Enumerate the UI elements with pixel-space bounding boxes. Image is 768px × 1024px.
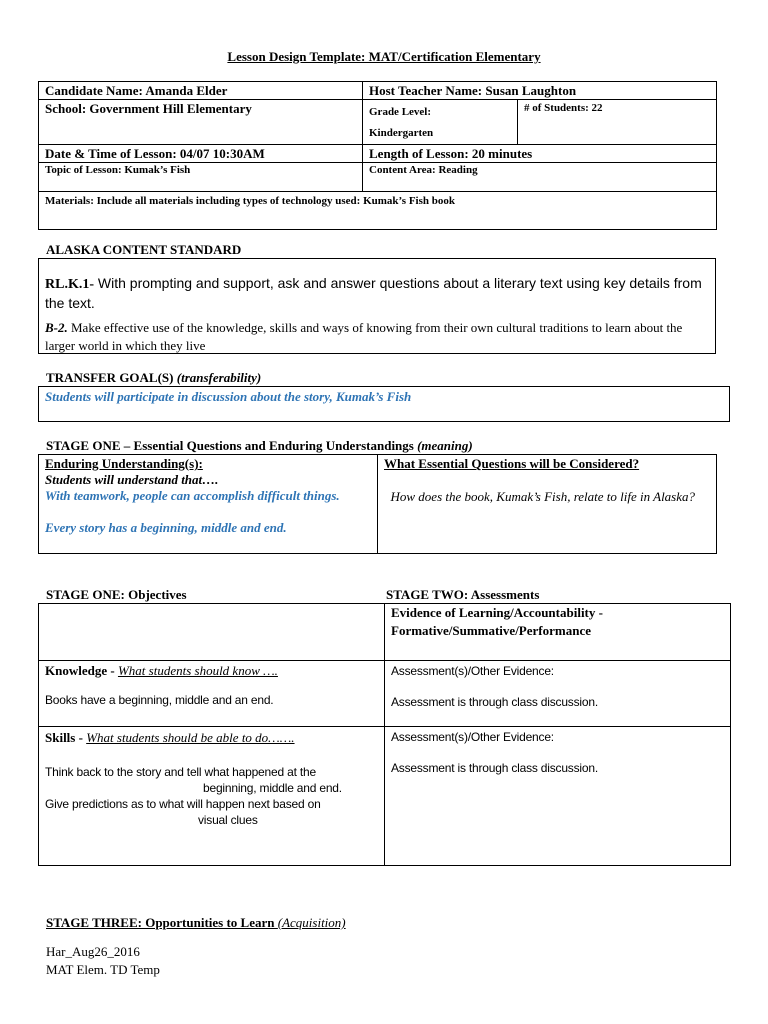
objectives-heading: STAGE ONE: Objectives bbox=[46, 587, 187, 602]
lesson-length: Length of Lesson: 20 minutes bbox=[363, 145, 717, 163]
lesson-date-time: Date & Time of Lesson: 04/07 10:30AM bbox=[39, 145, 363, 163]
candidate-name: Candidate Name: Amanda Elder bbox=[39, 82, 363, 100]
eq-heading: What Essential Questions will be Considered? bbox=[384, 456, 640, 471]
eu-intro: Students will understand that…. bbox=[45, 472, 219, 487]
eu-item: With teamwork, people can accomplish difficult things. bbox=[45, 488, 340, 503]
eu-heading: Enduring Understanding(s): bbox=[45, 456, 203, 471]
evidence-heading: Evidence of Learning/Accountability - Formative/Summative/Performance bbox=[385, 604, 731, 661]
student-count: # of Students: 22 bbox=[518, 100, 717, 145]
stage-one-eq-heading-text: STAGE ONE – Essential Questions and Enduring Understandings bbox=[46, 438, 418, 453]
rl-text: With prompting and support, ask and answer questions about a literary text using key details from the text. bbox=[45, 275, 702, 311]
knowledge-cell bbox=[39, 661, 385, 727]
skills-line: visual clues bbox=[198, 813, 258, 827]
knowledge-assessment-cell bbox=[385, 661, 731, 727]
skills-assessment-cell bbox=[385, 727, 731, 866]
skills-line: beginning, middle and end. bbox=[203, 781, 342, 795]
transfer-goal: Students will participate in discussion about the story, Kumak’s Fish bbox=[45, 389, 412, 404]
grade-level-label: Grade Level: bbox=[369, 106, 432, 118]
skills-assessment-text: Assessment is through class discussion. bbox=[391, 761, 598, 775]
skills-text bbox=[45, 764, 378, 828]
standard-box bbox=[38, 258, 716, 354]
knowledge-assessment-text: Assessment is through class discussion. bbox=[391, 695, 598, 709]
essential-questions-cell bbox=[378, 455, 717, 554]
knowledge-assessment-label: Assessment(s)/Other Evidence: bbox=[391, 664, 554, 678]
knowledge-prompt: What students should know …. bbox=[117, 663, 278, 678]
eu-eq-table bbox=[38, 454, 717, 554]
eq-text: How does the book, Kumak’s Fish, relate to life in Alaska? bbox=[384, 489, 696, 504]
b2-code: B-2. bbox=[45, 320, 68, 335]
footer-line: Har_Aug26_2016 bbox=[46, 944, 140, 959]
transfer-box bbox=[38, 386, 730, 422]
skills-assessment-label: Assessment(s)/Other Evidence: bbox=[391, 730, 554, 744]
knowledge-text: Books have a beginning, middle and an end. bbox=[45, 693, 274, 707]
standard-rl bbox=[45, 274, 705, 313]
assessments-heading: STAGE TWO: Assessments bbox=[386, 587, 540, 602]
document-title: Lesson Design Template: MAT/Certification Elementary bbox=[227, 49, 541, 64]
eu-item: Every story has a beginning, middle and end. bbox=[45, 520, 287, 535]
skills-prompt: What students should be able to do……. bbox=[86, 730, 295, 745]
transfer-heading-text: TRANSFER GOAL(S) bbox=[46, 370, 177, 385]
footer-line: MAT Elem. TD Temp bbox=[46, 962, 160, 977]
knowledge-label: Knowledge - bbox=[45, 663, 118, 678]
standard-b2 bbox=[45, 319, 705, 355]
objectives-blank-cell bbox=[39, 604, 385, 661]
stage-one-eq-heading-italic: (meaning) bbox=[417, 438, 473, 453]
school-name: School: Government Hill Elementary bbox=[39, 100, 363, 145]
lesson-info-table bbox=[38, 81, 717, 230]
transfer-heading bbox=[46, 370, 261, 386]
host-teacher-name: Host Teacher Name: Susan Laughton bbox=[363, 82, 717, 100]
skills-cell bbox=[39, 727, 385, 866]
skills-line: Give predictions as to what will happen next based on bbox=[45, 797, 321, 811]
skills-label: Skills - bbox=[45, 730, 87, 745]
rl-code: RL.K.1- bbox=[45, 277, 94, 292]
stage-three-heading-text: STAGE THREE: Opportunities to Learn bbox=[46, 915, 278, 930]
enduring-understandings-cell bbox=[39, 455, 378, 554]
stage-three-heading bbox=[46, 915, 346, 931]
objectives-table bbox=[38, 603, 731, 866]
skills-label-line bbox=[45, 730, 378, 746]
lesson-topic: Topic of Lesson: Kumak’s Fish bbox=[39, 163, 363, 192]
content-area: Content Area: Reading bbox=[363, 163, 717, 192]
standard-heading: ALASKA CONTENT STANDARD bbox=[46, 242, 242, 257]
stage-one-eq-heading bbox=[46, 438, 473, 454]
b2-text: Make effective use of the knowledge, skills and ways of knowing from their own cultural traditions to learn about the larger world in which they live bbox=[45, 320, 683, 353]
materials: Materials: Include all materials including types of technology used: Kumak’s Fish book bbox=[39, 192, 717, 230]
footer bbox=[46, 943, 160, 979]
grade-level-value: Kindergarten bbox=[369, 127, 434, 139]
grade-level-cell bbox=[363, 100, 518, 145]
knowledge-label-line bbox=[45, 663, 378, 679]
skills-line: Think back to the story and tell what happened at the bbox=[45, 765, 316, 779]
transfer-heading-italic: (transferability) bbox=[176, 370, 262, 385]
stage-three-heading-italic: (Acquisition) bbox=[277, 915, 346, 930]
